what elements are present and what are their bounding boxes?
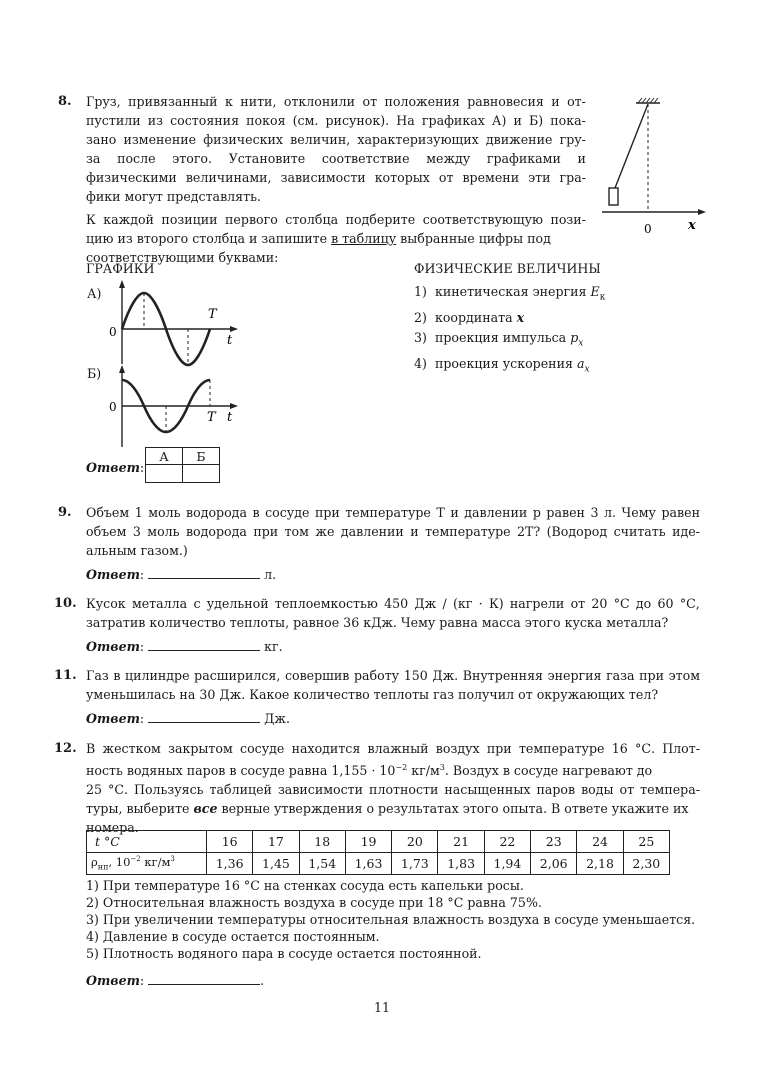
word: привязанный [128,94,218,109]
q12-option-3: 3) При увеличении температуры относительная влажность воздуха в сосуде уменьшается. [86,912,696,927]
word: равновесия [467,94,544,109]
q10-answer: Ответ: кг. [86,636,283,654]
q8-line [86,168,586,187]
graph-b-t-label: t [227,410,233,425]
word: · [478,596,483,611]
word: жестком [102,741,161,756]
word: графиках [421,113,485,128]
word: зависимости [277,782,364,798]
question-10-number: 10. [54,596,77,611]
word: давлении [340,524,404,539]
word: за [86,151,101,166]
graph-a-y-arrow [119,280,125,288]
q8-answer-cell-b[interactable] [183,465,220,483]
graph-a [104,278,244,368]
word: теплоемкостью [274,596,378,611]
word: закрытом [168,741,233,756]
q12-line [86,739,700,758]
density-cell: 1,94 [484,853,530,875]
q11-answer: Ответ: Дж. [86,708,290,726]
q10-answer-blank[interactable] [148,636,260,651]
quantity-number: 4) [414,355,427,371]
q12-line-part [86,758,652,780]
q8-line [86,92,586,111]
word: В [86,741,96,756]
q11-answer-blank[interactable] [148,708,260,723]
word: равен [546,505,585,520]
temperature-cell: 20 [392,831,438,853]
graph-b-zero: 0 [109,400,117,414]
q12-line: номера. [86,820,139,836]
word: Пользуясь [133,782,204,798]
word: каждой [103,212,154,227]
quantity-symbol: a [576,355,585,371]
word: А) [491,113,507,128]
q12-line-part: верные утверждения о результатах этого опыта. В ответе укажите их [221,801,689,817]
word: / [442,596,447,611]
word: 3 [590,505,599,520]
word: графиками [486,151,561,166]
word: пока- [550,113,586,128]
word: таблицей [209,782,272,798]
graph-b-label: Б) [87,366,102,381]
word: равен [661,505,700,520]
word: при [486,741,512,756]
word: иде- [672,524,700,539]
word: Объем [86,505,130,520]
q12-line-part: ность водяных паров в сосуде равна 1,155 · 10 [86,763,396,779]
word: в [252,505,260,520]
q12-line-density [86,758,700,780]
temperature-cell: 22 [484,831,530,853]
temperature-cell: 19 [345,831,391,853]
word: влажный [367,741,429,756]
exponent: −2 [395,763,408,772]
word: 20 [591,596,608,611]
density-cell: 1,63 [345,853,391,875]
graph-b-period-label: T [207,410,216,425]
q9-answer-blank[interactable] [148,564,260,579]
word: водорода [186,505,247,520]
q10-unit: кг. [264,639,283,654]
word: состояния [170,113,240,128]
word: и [513,113,522,128]
word: Внутренняя [462,668,543,683]
word: зависимости [280,170,366,185]
word: давлении [464,505,528,520]
q12-answer-end: . [260,973,265,988]
word: и [577,151,586,166]
label-part: кг/м [140,855,171,870]
word: покоя [246,113,286,128]
temperature-cell: 21 [438,831,484,853]
question-12-text [86,739,700,837]
q11-line: уменьшилась на 30 Дж. Какое количество теплоты газ получил от окружающих тел? [86,687,659,702]
q12-answer: Ответ: . [86,970,264,988]
word: гру- [559,132,586,147]
word: гра- [559,170,586,185]
word: Плот- [662,741,700,756]
word: моль [147,524,180,539]
word: воздух [435,741,480,756]
q8-line [86,111,586,130]
word: паров [536,782,576,798]
word: 150 [403,668,428,683]
word: Кусок [86,596,126,611]
q9-line [86,503,700,522]
word: (Водород [546,524,608,539]
word: Установите [228,151,306,166]
q9-line: альным газом.) [86,543,188,558]
word: Дж [414,596,437,611]
figure-x-label: x [688,218,696,233]
word: °С. [108,782,128,798]
word: при [314,505,340,520]
q8-line [86,130,586,149]
thread-line [615,104,648,188]
word: из [147,113,163,128]
exponent: −2 [130,855,141,864]
word: °С, [679,596,700,611]
word: совершив [284,668,350,683]
density-cell: 2,18 [577,853,623,875]
word: движение [485,132,553,147]
word: нагрели [509,596,565,611]
word: от [362,94,378,109]
question-8-number: 8. [58,94,72,109]
label-part: , 10 [108,855,131,870]
quantity-symbol: E [590,284,600,299]
quantities-list [414,282,605,380]
graph-a-t-label: t [227,333,233,348]
q12-line-part: кг/м [407,763,440,779]
q12-line-part: . Воздух в сосуде нагревают до [444,763,653,779]
word: от [438,170,454,185]
temperature-cell: 25 [623,831,669,853]
quantity-item [414,354,605,380]
q12-option-5: 5) Плотность водяного пара в сосуде остается постоянной. [86,946,482,961]
q9-unit: л. [264,567,277,582]
word: зано [86,132,117,147]
exponent: 3 [439,763,445,772]
q9-line [86,522,700,541]
temperature-row-label: t °С [87,831,207,853]
word: считать [613,524,666,539]
question-8-text [86,92,586,267]
subscript: нп [97,862,109,872]
word: времени [462,170,520,185]
density-cell: 1,45 [253,853,299,875]
word: до [635,596,652,611]
quantity-item [414,308,605,328]
density-row-label [87,853,207,875]
word: Чему [621,505,656,520]
word: сосуде [240,741,285,756]
graph-a-zero: 0 [109,325,117,339]
word: сосуде [265,505,310,520]
word: подберите [345,212,416,227]
word: эти [528,170,551,185]
word: величинами, [185,170,272,185]
q11-unit: Дж. [264,711,290,726]
quantity-text: проекция ускорения [434,355,573,371]
word: пустили [86,113,141,128]
word: металла [131,596,188,611]
word: которых [374,170,430,185]
word: p [532,505,541,520]
q12-option-4: 4) Давление в сосуде остается постоянным. [86,929,380,944]
question-12-number: 12. [54,741,77,756]
word: На [396,113,415,128]
word: температуре [345,505,431,520]
word: физических [203,132,283,147]
graph-a-label: А) [87,286,102,301]
word: удельной [206,596,269,611]
question-10-text [86,594,700,632]
word: и [410,524,419,539]
density-cell: 1,73 [392,853,438,875]
q12-emphasis: все [193,801,218,817]
word: от [619,782,635,798]
word: энергия [547,668,602,683]
word: плотности [369,782,439,798]
word: положения [384,94,460,109]
graph-a-t-arrow [230,326,238,332]
word: от- [567,94,586,109]
word: при [253,524,279,539]
word: °С [613,596,630,611]
word: 60 [657,596,674,611]
quantity-symbol: p [570,329,579,345]
graph-b-t-arrow [230,403,238,409]
word: находится [291,741,361,756]
saturated-vapor-table [86,830,670,875]
word: и [450,505,459,520]
density-cell: 2,30 [623,853,669,875]
q12-line-bold [86,799,700,818]
x-axis-arrow [698,209,706,215]
answer-label-text: Ответ [86,711,140,726]
word: Газ [86,668,109,683]
word: температуре [518,741,605,756]
word: 1 [134,505,143,520]
word: цилиндре [125,668,190,683]
word: объем [86,524,127,539]
graphs-heading: ГРАФИКИ [86,261,155,276]
quantities-heading: ФИЗИЧЕСКИЕ ВЕЛИЧИНЫ [414,261,601,276]
q8-answer-header-b: Б [183,448,220,465]
word: в [113,668,121,683]
word: соответствие [321,151,410,166]
word: этом [668,668,700,683]
q11-line [86,666,700,685]
word: между [426,151,471,166]
q8-line-part: выбранные цифры под [400,231,551,246]
word: характеризующих [357,132,479,147]
word: изменение [123,132,197,147]
word: столбца [285,212,339,227]
q8-line-part: цию из второго столбца и запишите [86,231,328,246]
density-row [87,853,670,875]
answer-label-text: Ответ [86,639,140,654]
q8-line: соответствующими буквами: [86,250,279,265]
weight-block [609,188,618,205]
word: первого [225,212,278,227]
word: насыщенных [444,782,531,798]
word: темпера- [640,782,700,798]
word: величин, [290,132,351,147]
word: (кг [453,596,473,611]
word: л. [604,505,617,520]
answer-label-text: Ответ [86,567,140,582]
word: 2T? [517,524,541,539]
graph-b-y-arrow [119,365,125,373]
question-11-text [86,666,700,704]
temperature-row [87,831,670,853]
q8-answer-label: Ответ: [86,460,145,475]
word: позиции [161,212,218,227]
word: Дж. [432,668,459,683]
page-number: 11 [374,1000,391,1015]
word: при [639,668,664,683]
word: том [284,524,309,539]
word: 450 [384,596,409,611]
temperature-cell: 18 [299,831,345,853]
q8-line [86,149,586,168]
temperature-cell: 23 [531,831,577,853]
question-9-number: 9. [58,505,72,520]
word: соответствующую [422,212,543,227]
quantity-text: проекция импульса [434,329,567,345]
word: физическими [86,170,177,185]
question-11-number: 11. [54,668,77,683]
density-cell: 2,06 [531,853,577,875]
q12-line-part: туры, выберите [86,801,190,817]
density-cell: 1,83 [438,853,484,875]
word: расширился, [194,668,281,683]
word: и [551,94,560,109]
word: Б) [529,113,544,128]
quantity-item [414,282,605,308]
word: к [225,94,233,109]
quantity-item [414,328,605,354]
q10-line [86,594,700,613]
temperature-cell: 16 [207,831,253,853]
figure-zero-label: 0 [644,222,652,236]
word: этого. [172,151,213,166]
quantity-number: 1) [414,284,427,299]
pendulum-figure [598,96,708,236]
word: К [86,212,96,227]
rho-symbol: ρ [91,855,98,870]
word: T [436,505,445,520]
word: воды [581,782,614,798]
word: К) [488,596,504,611]
quantity-subscript: к [599,292,606,303]
word: после [117,151,156,166]
answer-label-text: Ответ [86,973,140,988]
quantity-number: 2) [414,310,427,326]
q12-answer-blank[interactable] [148,970,260,985]
word: Груз, [86,94,121,109]
density-cell: 1,36 [207,853,253,875]
word: водорода [185,524,247,539]
word: пози- [550,212,586,227]
temperature-cell: 24 [577,831,623,853]
exponent: 3 [170,855,175,864]
graph-a-period-label: T [208,307,217,322]
graph-b [104,363,244,451]
question-9-text [86,503,700,560]
word: 25 [86,782,103,798]
word: рисунок). [325,113,390,128]
q12-option-2: 2) Относительная влажность воздуха в сосуде при 18 °С равна 75%. [86,895,542,910]
word: от [570,596,586,611]
q8-answer-header-a: А [146,448,183,465]
answer-label-text: Ответ [86,460,140,475]
q8-line-table [86,229,586,248]
word: отклонили [283,94,356,109]
temperature-cell: 17 [253,831,299,853]
quantity-number: 3) [414,329,427,345]
q8-answer-table[interactable] [145,447,220,483]
quantity-subscript: x [578,338,584,349]
word: нити, [240,94,277,109]
density-cell: 1,54 [299,853,345,875]
quantity-symbol: x [516,310,525,326]
quantity-text: координата [434,310,513,326]
quantity-subscript: x [584,364,590,375]
word: работу [353,668,400,683]
word: с [193,596,201,611]
q12-line [86,780,700,799]
word: 3 [132,524,141,539]
q8-line [86,210,586,229]
q9-answer: Ответ: л. [86,564,276,582]
word: моль [148,505,181,520]
word: газа [606,668,635,683]
word: же [315,524,335,539]
q8-line: фики могут представлять. [86,189,261,204]
q12-option-1: 1) При температуре 16 °С на стенках сосуда есть капельки росы. [86,878,524,893]
q8-answer-cell-a[interactable] [146,465,183,483]
word: температуре [425,524,511,539]
quantity-text: кинетическая энергия [434,284,587,299]
word: °С. [635,741,655,756]
word: 16 [611,741,628,756]
q8-table-link: в таблицу [331,231,397,246]
q10-line: затратив количество теплоты, равное 36 кДж. Чему равна масса этого куска металла? [86,615,669,630]
word: (см. [292,113,319,128]
